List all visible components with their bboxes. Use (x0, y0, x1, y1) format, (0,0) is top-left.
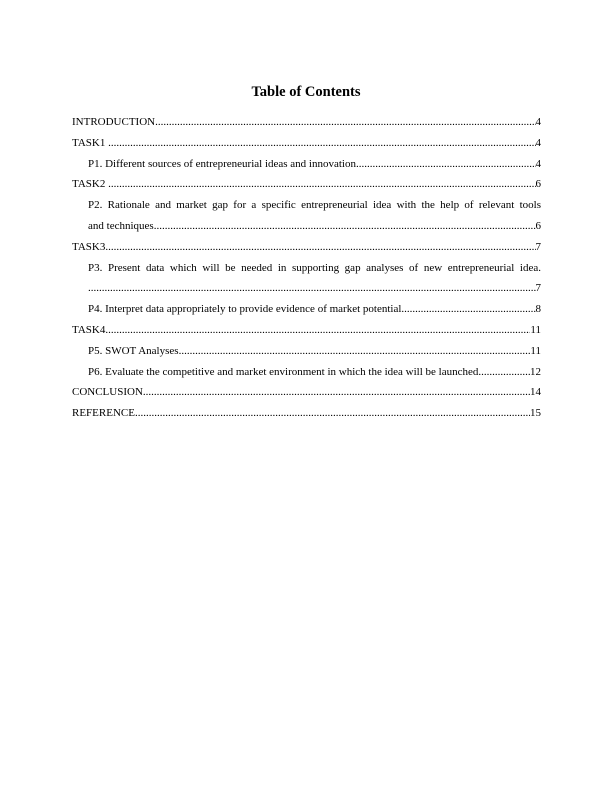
toc-entry-p6[interactable] (72, 362, 541, 383)
toc-entry-p3-line2[interactable] (72, 278, 541, 299)
toc-entry-p3-line1[interactable] (72, 258, 541, 279)
toc-entry-text: CONCLUSION (72, 386, 143, 399)
toc-entry-text: INTRODUCTION (72, 116, 156, 128)
toc-entry-text: TASK4 (72, 323, 106, 336)
toc-leader-dots (154, 216, 536, 237)
toc-entry-p4[interactable] (72, 299, 541, 320)
toc-entry-p1[interactable] (72, 154, 541, 175)
toc-entry-page: 6 (535, 219, 541, 232)
toc-leader-dots (478, 362, 530, 383)
toc-entry-p2-line1[interactable] (72, 195, 541, 216)
toc-leader-dots (143, 382, 530, 403)
toc-leader-dots (356, 154, 536, 175)
toc-entry-text: P1. Different sources of entrepreneurial ideas and innovation (88, 157, 356, 170)
toc-entry-text: P2. Rationale and market gap for a specific entrepreneurial idea with the help of relevant tools (88, 199, 541, 212)
toc-entry-page: 12 (530, 365, 541, 378)
toc-entry-text: TASK2 (72, 178, 109, 191)
toc-entry-page: 7 (535, 282, 541, 295)
toc-leader-dots (135, 403, 530, 424)
table-of-contents (72, 112, 541, 424)
toc-entry-page: 4 (535, 136, 541, 149)
toc-leader-dots (401, 299, 535, 320)
toc-entry-page: 15 (530, 407, 541, 420)
toc-leader-dots (179, 341, 531, 362)
toc-leader-dots (108, 174, 535, 195)
toc-entry-text: P3. Present data which will be needed in supporting gap analyses of new entrepreneurial idea. (88, 261, 541, 274)
toc-entry-page: 4 (535, 116, 541, 128)
toc-entry-introduction[interactable] (72, 112, 541, 133)
toc-entry-text: TASK3 (72, 240, 106, 253)
toc-entry-text: P5. SWOT Analyses (88, 344, 179, 357)
toc-title: Table of Contents (251, 84, 361, 100)
toc-entry-p2-line2[interactable] (72, 216, 541, 237)
toc-leader-dots (105, 237, 535, 258)
toc-entry-page: 6 (535, 178, 541, 191)
toc-leader-dots (88, 278, 536, 299)
toc-entry-page: 7 (535, 240, 541, 253)
toc-entry-text: REFERENCE (72, 407, 135, 420)
toc-entry-page: 4 (535, 157, 541, 170)
toc-entry-reference[interactable] (72, 403, 541, 424)
toc-entry-p5[interactable] (72, 341, 541, 362)
toc-entry-text: TASK1 (72, 136, 109, 149)
toc-entry-conclusion[interactable] (72, 382, 541, 403)
toc-leader-dots (155, 112, 535, 133)
toc-entry-task1[interactable] (72, 133, 541, 154)
toc-entry-page: 8 (535, 303, 541, 316)
toc-entry-page: 14 (530, 386, 541, 399)
toc-leader-dots (105, 320, 530, 341)
toc-entry-text: P4. Interpret data appropriately to provide evidence of market potential (88, 303, 402, 316)
toc-entry-task4[interactable] (72, 320, 541, 341)
toc-entry-text: P6. Evaluate the competitive and market environment in which the idea will be launched (88, 365, 479, 378)
toc-entry-task3[interactable] (72, 237, 541, 258)
toc-entry-page: 11 (530, 344, 541, 357)
toc-entry-page: 11 (530, 323, 541, 336)
toc-entry-text: and techniques (88, 219, 154, 232)
toc-entry-task2[interactable] (72, 174, 541, 195)
toc-leader-dots (108, 133, 535, 154)
